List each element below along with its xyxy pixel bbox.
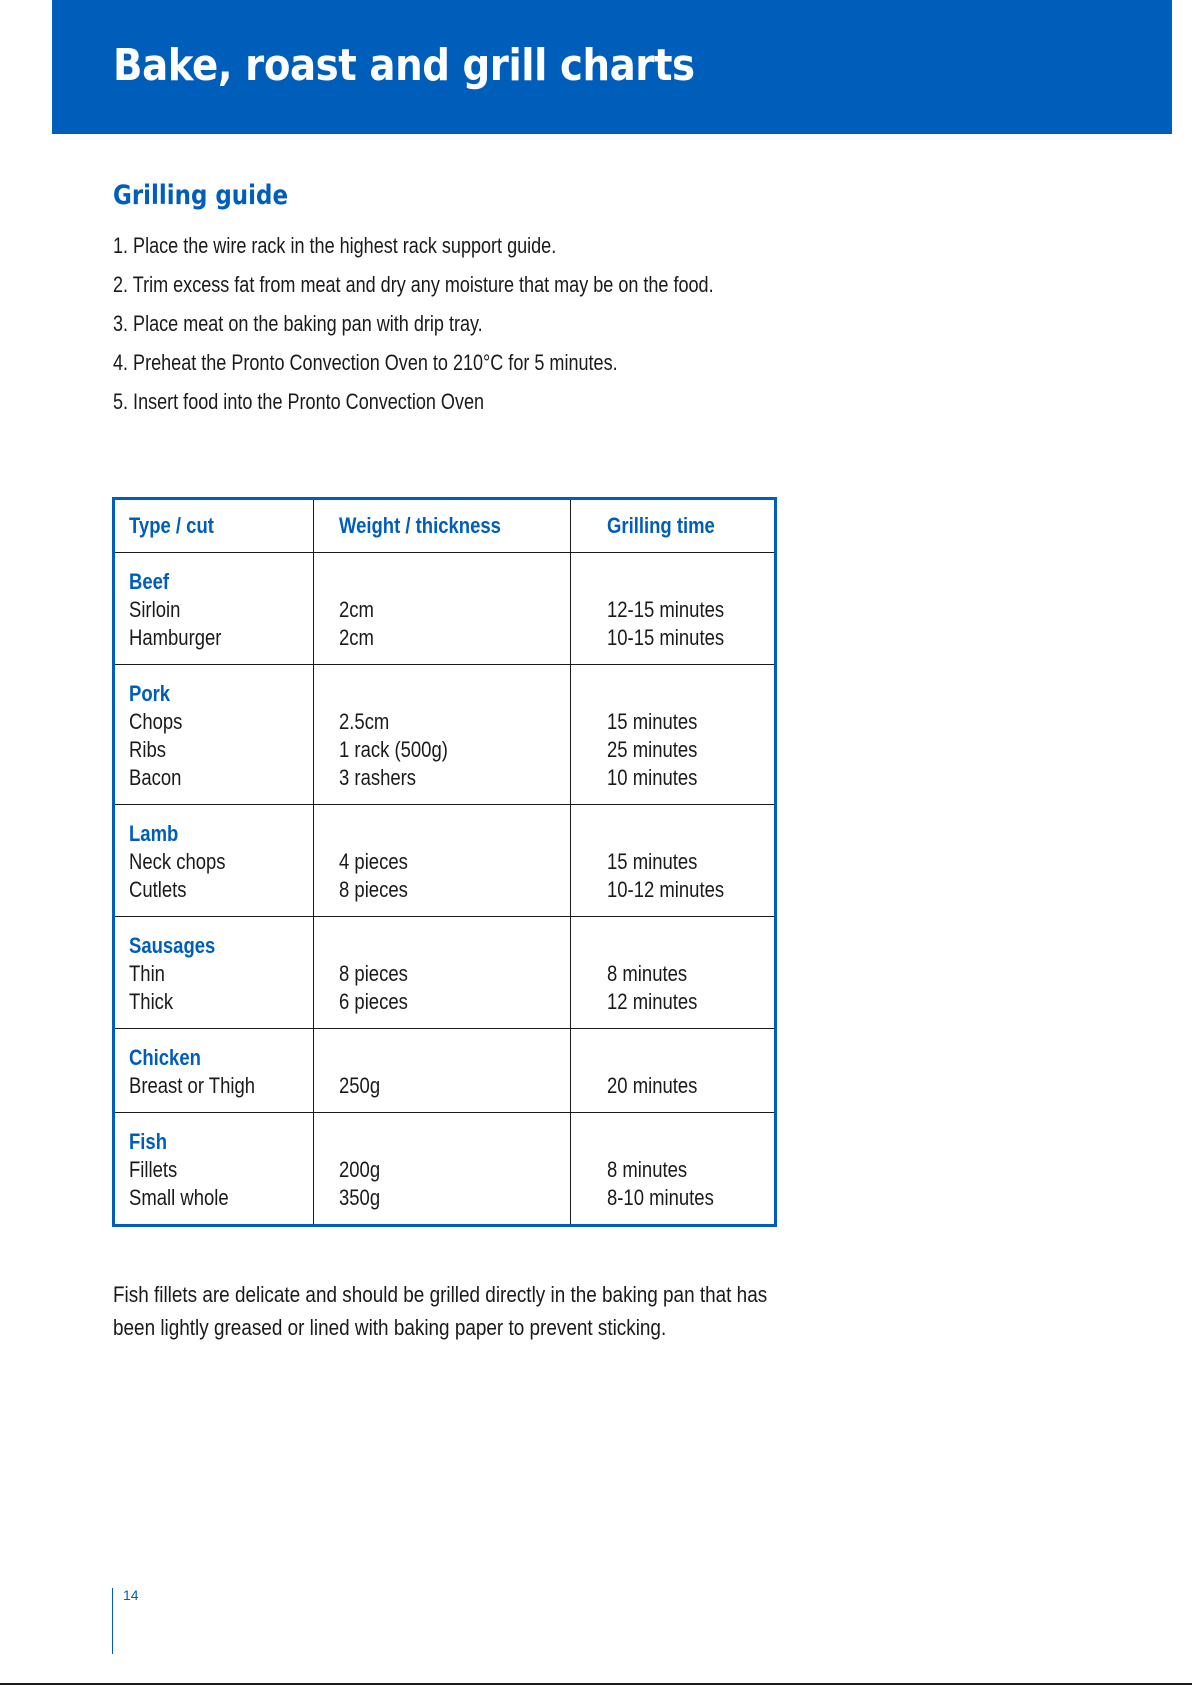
type-cut-cell <box>114 553 314 665</box>
page-title: Bake, roast and grill charts <box>113 40 695 91</box>
grilling-step: 2. Trim excess fat from meat and dry any moisture that may be on the food. <box>113 272 714 297</box>
cut-name: Ribs <box>129 737 166 762</box>
cut-name: Thin <box>129 961 165 986</box>
table-row-sausages <box>114 917 776 1029</box>
time-value: 20 minutes <box>606 1073 698 1098</box>
category-label: Fish <box>129 1129 167 1154</box>
cut-name: Thick <box>129 989 174 1014</box>
header-band <box>52 0 1172 134</box>
weight-value: 1 rack (500g) <box>339 737 449 762</box>
type-cut-cell <box>114 1113 314 1226</box>
category-label: Beef <box>129 569 170 594</box>
time-cell <box>570 917 775 1029</box>
time-value: 8-10 minutes <box>606 1185 714 1210</box>
time-cell <box>570 1029 775 1113</box>
table-row-fish <box>114 1113 776 1226</box>
cut-name: Small whole <box>129 1185 229 1210</box>
time-cell <box>570 805 775 917</box>
weight-cell <box>314 805 570 917</box>
grilling-steps-list <box>113 232 845 427</box>
weight-value: 8 pieces <box>339 961 409 986</box>
type-cut-cell <box>114 1029 314 1113</box>
table-row-chicken <box>114 1029 776 1113</box>
grilling-step: 4. Preheat the Pronto Convection Oven to 210°C for 5 minutes. <box>113 350 618 375</box>
fish-fillet-note: Fish fillets are delicate and should be grilled directly in the baking pan that has been lightly greased or lined with baking paper to prevent sticking. <box>113 1282 768 1340</box>
column-header-weight-thickness: Weight / thickness <box>314 499 570 553</box>
table-row-pork <box>114 665 776 805</box>
time-value: 15 minutes <box>606 849 698 874</box>
weight-value: 350g <box>339 1185 381 1210</box>
weight-cell <box>314 1029 570 1113</box>
weight-value: 6 pieces <box>339 989 409 1014</box>
weight-cell <box>314 553 570 665</box>
type-cut-cell <box>114 665 314 805</box>
table-header-row <box>114 499 776 553</box>
weight-value: 2.5cm <box>339 709 390 734</box>
cut-name: Chops <box>129 709 183 734</box>
time-value: 8 minutes <box>606 1157 687 1182</box>
cut-name: Hamburger <box>129 625 222 650</box>
weight-value: 2cm <box>339 625 375 650</box>
weight-value: 250g <box>339 1073 381 1098</box>
table-row-beef <box>114 553 776 665</box>
page-number-rule <box>112 1588 113 1654</box>
weight-value: 200g <box>339 1157 381 1182</box>
cut-name: Cutlets <box>129 877 187 902</box>
section-heading-grilling-guide: Grilling guide <box>113 180 289 211</box>
category-label: Sausages <box>129 933 216 958</box>
time-value: 25 minutes <box>606 737 698 762</box>
weight-cell <box>314 917 570 1029</box>
time-value: 10 minutes <box>606 765 698 790</box>
weight-cell <box>314 1113 570 1226</box>
type-cut-cell <box>114 805 314 917</box>
weight-value: 3 rashers <box>339 765 417 790</box>
category-label: Pork <box>129 681 171 706</box>
cut-name: Breast or Thigh <box>129 1073 256 1098</box>
time-value: 10-15 minutes <box>606 625 724 650</box>
time-cell <box>570 1113 775 1226</box>
category-label: Chicken <box>129 1045 201 1070</box>
column-header-type-cut: Type / cut <box>114 499 314 553</box>
page-number: 14 <box>123 1587 139 1603</box>
grilling-step: 1. Place the wire rack in the highest rack support guide. <box>113 233 557 258</box>
cut-name: Bacon <box>129 765 182 790</box>
grilling-time-table <box>112 497 777 1227</box>
grilling-step: 5. Insert food into the Pronto Convection Oven <box>113 389 485 414</box>
weight-value: 8 pieces <box>339 877 409 902</box>
time-value: 12 minutes <box>606 989 698 1014</box>
cut-name: Sirloin <box>129 597 181 622</box>
time-value: 10-12 minutes <box>606 877 724 902</box>
type-cut-cell <box>114 917 314 1029</box>
cut-name: Neck chops <box>129 849 226 874</box>
table-row-lamb <box>114 805 776 917</box>
category-label: Lamb <box>129 821 179 846</box>
time-value: 15 minutes <box>606 709 698 734</box>
weight-value: 4 pieces <box>339 849 409 874</box>
time-value: 8 minutes <box>606 961 687 986</box>
grilling-step: 3. Place meat on the baking pan with drip tray. <box>113 311 483 336</box>
cut-name: Fillets <box>129 1157 178 1182</box>
time-cell <box>570 665 775 805</box>
weight-value: 2cm <box>339 597 375 622</box>
time-value: 12-15 minutes <box>606 597 724 622</box>
time-cell <box>570 553 775 665</box>
weight-cell <box>314 665 570 805</box>
column-header-grilling-time: Grilling time <box>570 499 775 553</box>
